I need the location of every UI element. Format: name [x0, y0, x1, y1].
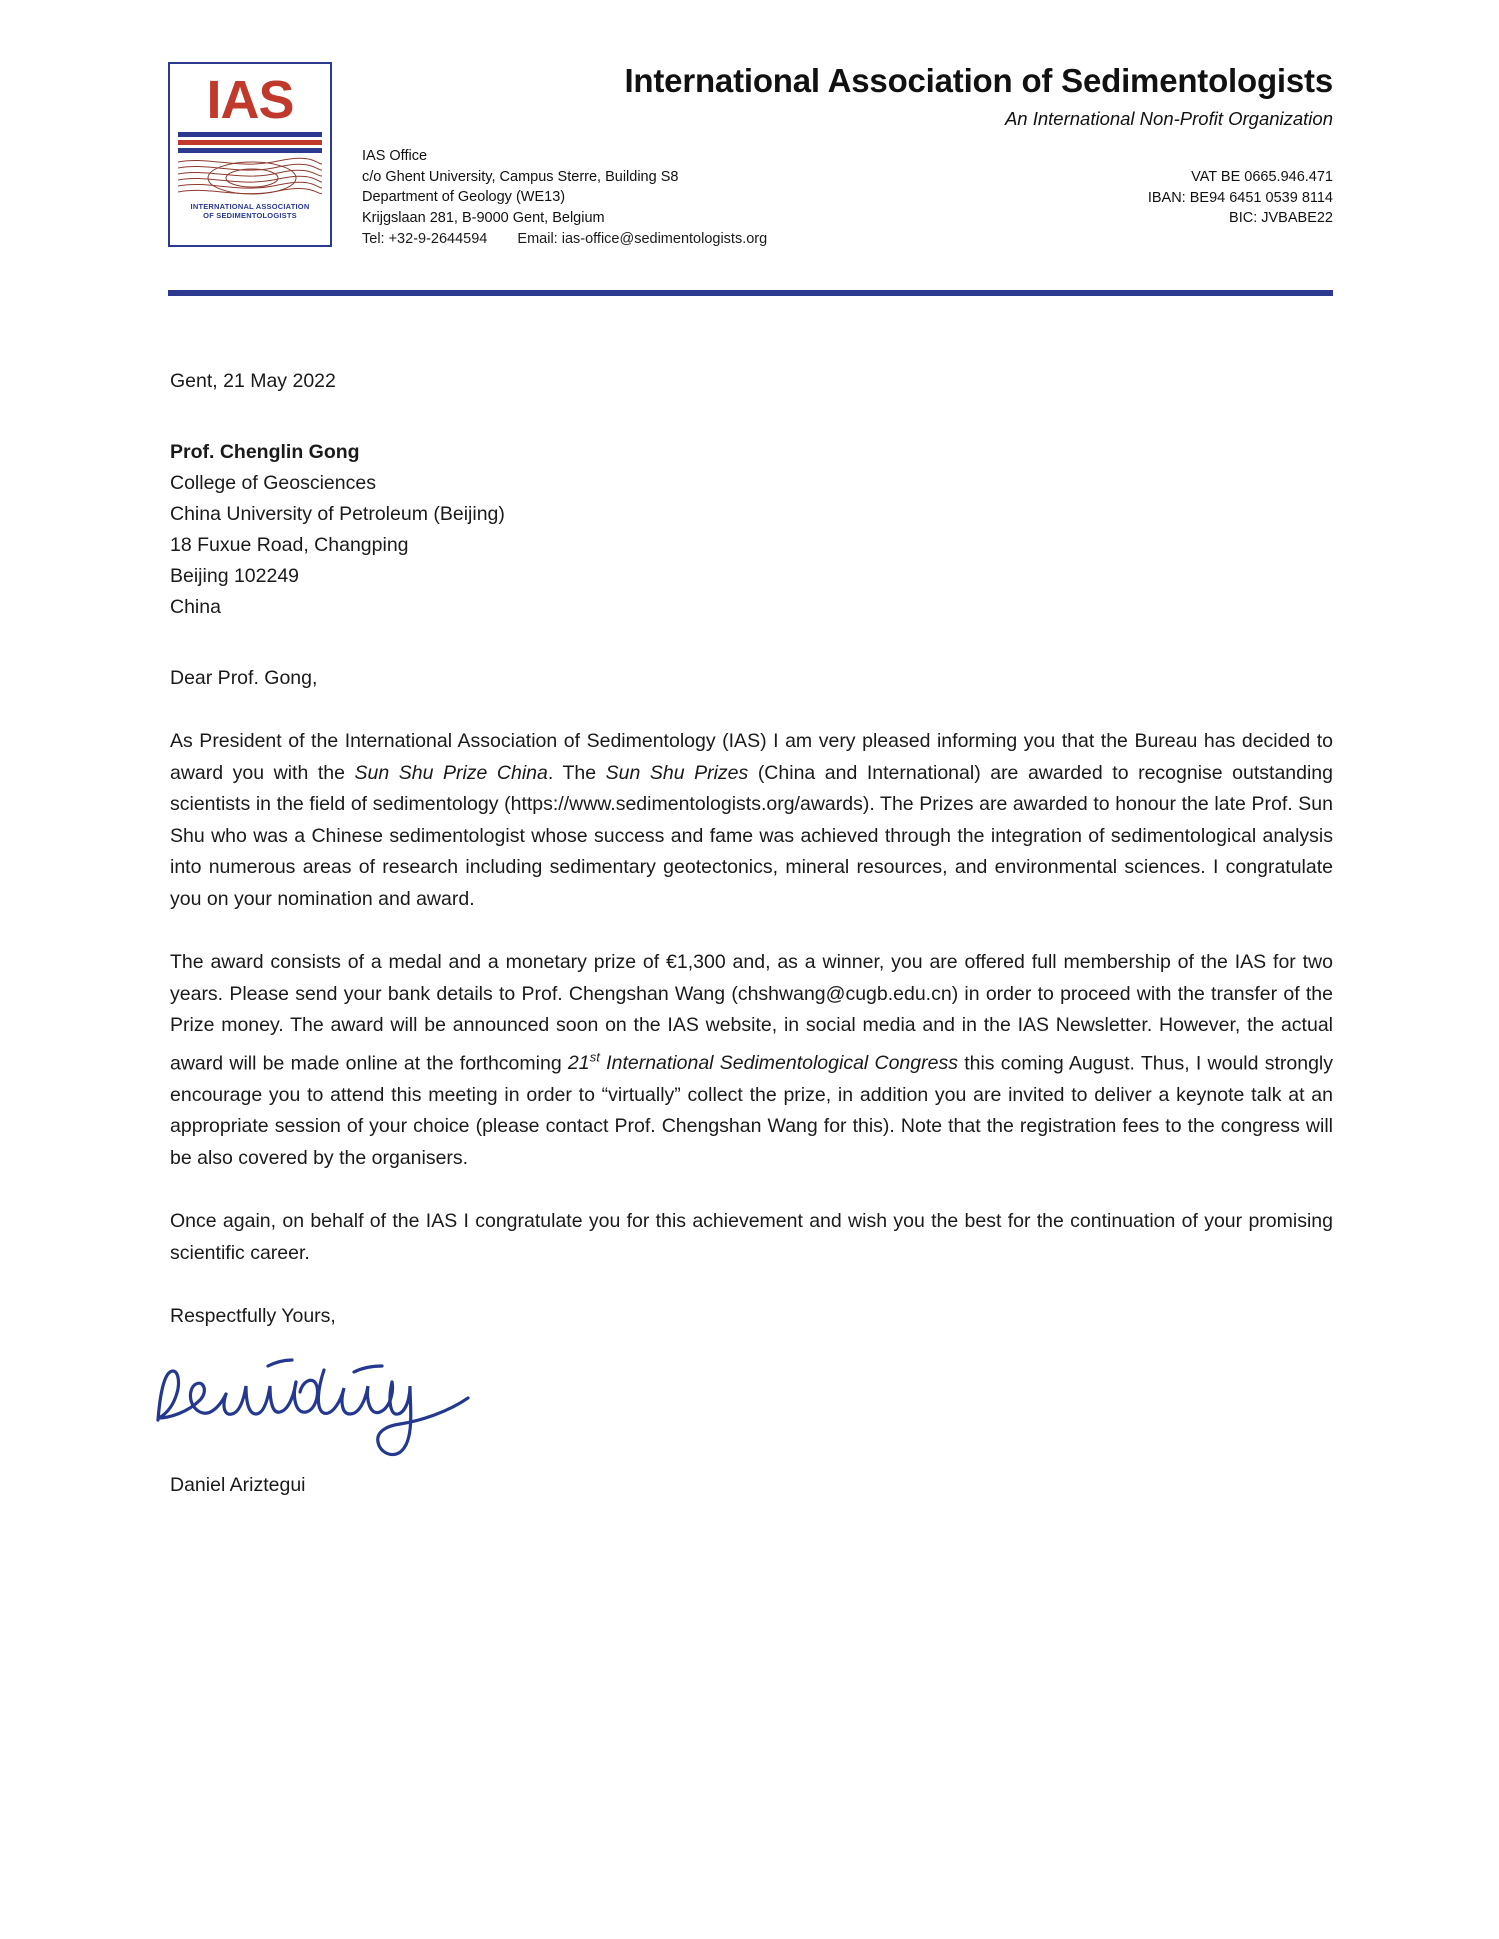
ias-logo-acronym: IAS [206, 70, 294, 130]
date-line: Gent, 21 May 2022 [170, 370, 336, 392]
office-address [362, 146, 678, 228]
iban-number: IBAN: BE94 6451 0539 8114 [1147, 189, 1333, 206]
prize-name-china: Sun Shu Prize China [354, 761, 548, 784]
paragraph-1-part-a: As President of the International Association of Sedimentology (IAS) I am very pleased informing you that the Bureau has decided to award you with the [170, 730, 1333, 784]
office-telephone-email-row [362, 229, 1333, 250]
recipient-line-4: 18 Fuxue Road, Changping [170, 534, 409, 556]
office-telephone: Tel: +32-9-2644594 [362, 230, 488, 247]
recipient-address [170, 437, 1333, 623]
office-email[interactable]: Email: ias-office@sedimentologists.org [517, 230, 768, 247]
office-address-line-1: IAS Office [362, 148, 428, 164]
paragraph-2 [170, 947, 1333, 1174]
closing-line: Respectfully Yours, [170, 1305, 336, 1327]
ias-logo-bars [178, 132, 322, 153]
signature-area [170, 1346, 1333, 1466]
recipient-line-2: College of Geosciences [170, 472, 376, 494]
letterhead-divider [168, 290, 1333, 296]
paragraph-1-part-c: (China and International) are awarded to recognise outstanding scientists in the field of sedimentology (https://www.sedimentologists.org/awards). The Prizes are awarded to honour the late Prof. Sun Shu who was a Chinese sedimentologist whose success and fame was achieved through the integration of sedimentological analysis into numerous areas of research including sedimentary geotectonics, mineral resources, and environmental sciences. I congratulate you on your nomination and award. [170, 761, 1333, 910]
office-address-line-4: Krijgslaan 281, B-9000 Gent, Belgium [362, 209, 605, 226]
congress-ordinal-suffix: st [589, 1049, 600, 1065]
signer-name: Daniel Ariztegui [170, 1474, 306, 1496]
paragraph-1 [170, 726, 1333, 915]
bic-code: BIC: JVBABE22 [1229, 210, 1333, 226]
salutation: Dear Prof. Gong, [170, 667, 318, 689]
paragraph-1-part-b: . The [547, 761, 606, 784]
banking-details [1148, 146, 1333, 229]
signature-image [148, 1342, 488, 1470]
letterhead-contact-block [362, 146, 1333, 229]
paragraph-2-part-a: The award consists of a medal and a monetary prize of €1,300 and, as a winner, you are offered full membership of the IAS for two years. Please send your bank details to Prof. Chengshan Wang (chshwang@cugb.edu.cn) in order to proceed with the transfer of the Prize money. The award will be announced soon on the IAS website, in social media and in the IAS Newsletter. However, the actual award will be made online at the forthcoming [170, 951, 1333, 1074]
organization-subtitle: An International Non-Profit Organization [1004, 108, 1333, 129]
congress-ordinal-number: 21 [567, 1052, 590, 1074]
ias-logo-caption-line1: INTERNATIONAL ASSOCIATION [190, 202, 310, 211]
organization-title: International Association of Sedimentologists [624, 62, 1333, 99]
letterhead [168, 62, 1333, 249]
congress-name-rest: International Sedimentological Congress [599, 1052, 958, 1074]
office-address-line-3: Department of Geology (WE13) [362, 189, 566, 205]
prize-name-plural: Sun Shu Prizes [605, 761, 749, 784]
office-address-line-2: c/o Ghent University, Campus Sterre, Building S8 [362, 168, 679, 185]
paragraph-2-part-b: this coming August. Thus, I would strongly encourage you to attend this meeting in order to “virtually” collect the prize, in addition you are invited to deliver a keynote talk at an appropriate session of your choice (please contact Prof. Chengshan Wang for this). Note that the registration fees to the congress will be also covered by the organisers. [170, 1052, 1334, 1169]
recipient-line-5: Beijing 102249 [170, 565, 300, 587]
ias-logo-wave-graphic [178, 156, 322, 200]
recipient-name: Prof. Chenglin Gong [170, 441, 360, 463]
paragraph-3: Once again, on behalf of the IAS I congratulate you for this achievement and wish you the best for the continuation of your promising scientific career. [170, 1210, 1333, 1264]
ias-logo [168, 62, 332, 247]
ias-logo-caption [178, 202, 322, 220]
ias-logo-caption-line2: OF SEDIMENTOLOGISTS [203, 211, 297, 220]
letter-body [170, 368, 1333, 1499]
vat-number: VAT BE 0665.946.471 [1191, 169, 1333, 185]
recipient-line-3: China University of Petroleum (Beijing) [170, 503, 505, 525]
congress-name [567, 1049, 958, 1074]
recipient-line-6: China [170, 596, 221, 618]
